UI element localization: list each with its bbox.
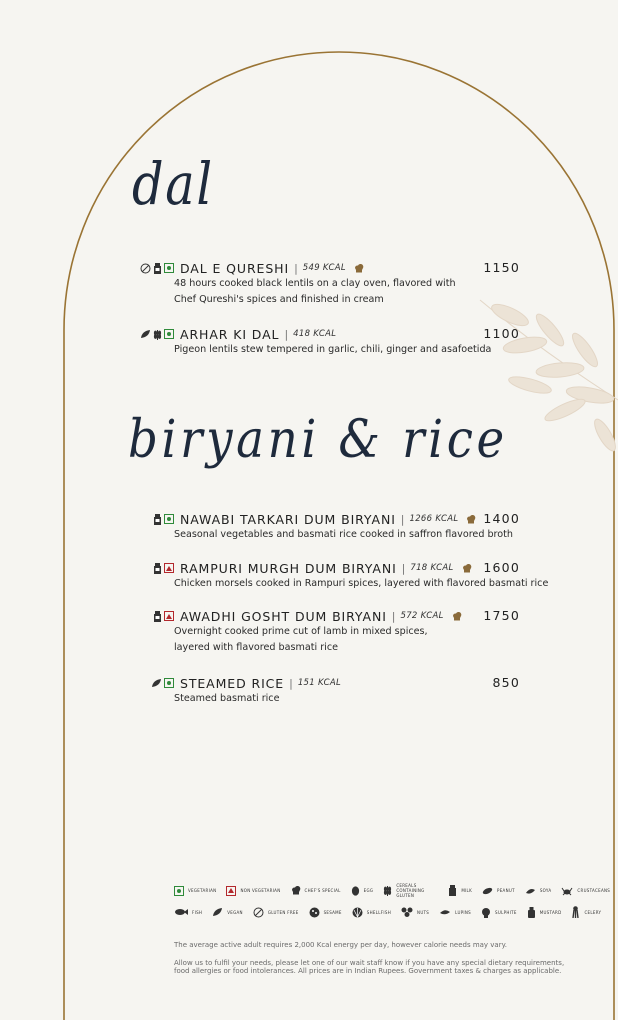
gluten-free-icon — [253, 907, 264, 918]
item-kcal: 1266 KCAL — [409, 514, 459, 524]
nonveg-icon — [164, 563, 174, 573]
soya-icon — [525, 887, 536, 895]
item-desc-line: layered with flavored basmati rice — [174, 642, 339, 653]
chef-hat-icon — [291, 886, 301, 895]
legend-label: SOYA — [539, 888, 552, 893]
legend-label: MUSTARD — [539, 909, 562, 915]
lupins-icon — [439, 908, 451, 916]
legend-label: MILK — [461, 888, 472, 893]
chef-hat-icon — [354, 264, 364, 273]
chef-hat-icon — [452, 612, 462, 621]
vegan-icon — [212, 907, 223, 917]
legend-label: LUPINS — [455, 909, 472, 915]
legend-label: CELERY — [584, 909, 602, 915]
gluten-free-icon — [140, 263, 151, 274]
vegan-icon — [140, 329, 151, 339]
veg-icon — [164, 514, 174, 524]
legend-label: SULPHITE — [495, 909, 517, 915]
section-heading-dal: dal — [132, 150, 214, 218]
nonveg-icon — [164, 611, 174, 621]
vegan-icon — [151, 678, 162, 688]
item-desc-line: Overnight cooked prime cut of lamb in mixed spices, — [174, 626, 428, 637]
energy-note: The average active adult requires 2,000 Kcal energy per day, however calorie needs may vary. — [174, 941, 507, 949]
milk-icon — [153, 563, 162, 574]
legend-label: SESAME — [323, 909, 342, 915]
veg-icon — [164, 678, 174, 688]
legend-label: VEGETARIAN — [188, 888, 217, 893]
chef-hat-icon — [466, 515, 476, 524]
legend-label: NUTS — [417, 909, 430, 915]
cereals-icon — [383, 885, 392, 896]
veg-icon — [164, 329, 174, 339]
item-kcal: 418 KCAL — [293, 329, 337, 339]
item-price: 1750 — [483, 608, 520, 623]
item-kcal: 718 KCAL — [410, 563, 454, 573]
item-kcal: 572 KCAL — [400, 611, 444, 621]
item-name: RAMPURI MURGH DUM BIRYANI — [180, 560, 397, 576]
item-desc-line: Pigeon lentils stew tempered in garlic, chili, ginger and asafoetida — [174, 344, 492, 355]
menu-item-awadhi-gosht-dum-biryani: AWADHI GOSHT DUM BIRYANI | 572 KCAL 1750 Overnight cooked prime cut of lamb in mixed spices, layered with flavored basmati rice — [130, 608, 530, 656]
item-desc-line: Chef Qureshi's spices and finished in cream — [174, 294, 384, 305]
menu-item-rampuri-murgh-dum-biryani: RAMPURI MURGH DUM BIRYANI | 718 KCAL 1600 Chicken morsels cooked in Rampuri spices, layered with flavored basmati rice — [130, 560, 530, 592]
item-name: DAL E QURESHI — [180, 260, 290, 276]
legend-label: GLUTEN FREE — [267, 909, 299, 915]
milk-icon — [448, 885, 457, 896]
menu-item-nawabi-tarkari-dum-biryani: NAWABI TARKARI DUM BIRYANI | 1266 KCAL 1400 Seasonal vegetables and basmati rice cooked in saffron flavored broth — [130, 511, 530, 543]
section-heading-biryani-rice: biryani & rice — [128, 410, 508, 470]
menu-item-steamed-rice: STEAMED RICE | 151 KCAL 850 Steamed basmati rice — [130, 675, 530, 707]
legend-label: FISH — [192, 909, 203, 915]
legend-label: CRUSTACEANS — [577, 888, 611, 893]
fish-icon — [174, 908, 188, 916]
legend-row-2 — [174, 906, 602, 918]
legend-label: NON VEGETARIAN — [240, 888, 281, 893]
item-name: NAWABI TARKARI DUM BIRYANI — [180, 511, 396, 527]
legend-label: CHEF'S SPECIAL — [304, 888, 341, 893]
milk-icon — [153, 611, 162, 622]
item-desc-line: Seasonal vegetables and basmati rice cooked in saffron flavored broth — [174, 529, 513, 540]
allergy-note-line-1: Allow us to fulfil your needs, please let one of our wait staff know if you have any special dietary requirements, — [174, 959, 565, 967]
item-price: 1400 — [483, 511, 520, 526]
cereals-icon — [153, 329, 162, 340]
item-kcal: 151 KCAL — [297, 678, 341, 688]
item-price: 850 — [492, 675, 520, 690]
chef-hat-icon — [462, 564, 472, 573]
legend-label: SHELLFISH — [366, 909, 392, 915]
item-price: 1600 — [483, 560, 520, 575]
legend-label: EGG — [363, 888, 374, 893]
item-price: 1150 — [483, 260, 520, 275]
milk-icon — [153, 263, 162, 274]
crustaceans-icon — [561, 886, 573, 896]
menu-item-dal-e-qureshi: DAL E QURESHI | 549 KCAL 1150 48 hours cooked black lentils on a clay oven, flavored with Chef Qureshi's spices and finished in cream — [130, 260, 530, 308]
celery-icon — [571, 906, 580, 918]
item-price: 1100 — [483, 326, 520, 341]
egg-icon — [351, 885, 360, 896]
menu-item-arhar-ki-dal: ARHAR KI DAL | 418 KCAL 1100 Pigeon lentils stew tempered in garlic, chili, ginger and asafoetida — [130, 326, 530, 358]
item-desc-line: 48 hours cooked black lentils on a clay oven, flavored with — [174, 278, 456, 289]
sesame-icon — [309, 907, 320, 918]
legend-label: CEREALS CONTAINING GLUTEN — [396, 883, 425, 898]
veg-icon — [174, 886, 184, 896]
item-desc-line: Chicken morsels cooked in Rampuri spices, layered with flavored basmati rice — [174, 578, 549, 589]
allergy-note-line-2: food allergies or food intolerances. All prices are in Indian Rupees. Government taxes & charges as applicable. — [174, 967, 562, 975]
legend-row-1 — [174, 883, 611, 898]
shellfish-icon — [352, 907, 363, 918]
legend-label: PEANUT — [497, 888, 515, 893]
item-kcal: 549 KCAL — [302, 263, 346, 273]
peanut-icon — [482, 887, 493, 895]
sulphite-icon — [481, 907, 491, 918]
milk-icon — [153, 514, 162, 525]
item-name: AWADHI GOSHT DUM BIRYANI — [180, 608, 387, 624]
item-name: ARHAR KI DAL — [180, 326, 280, 342]
item-name: STEAMED RICE — [180, 675, 285, 691]
veg-icon — [164, 263, 174, 273]
item-desc-line: Steamed basmati rice — [174, 693, 280, 704]
nonveg-icon — [226, 886, 236, 896]
legend-label: VEGAN — [227, 909, 243, 915]
nuts-icon — [401, 907, 413, 917]
mustard-icon — [527, 907, 536, 918]
